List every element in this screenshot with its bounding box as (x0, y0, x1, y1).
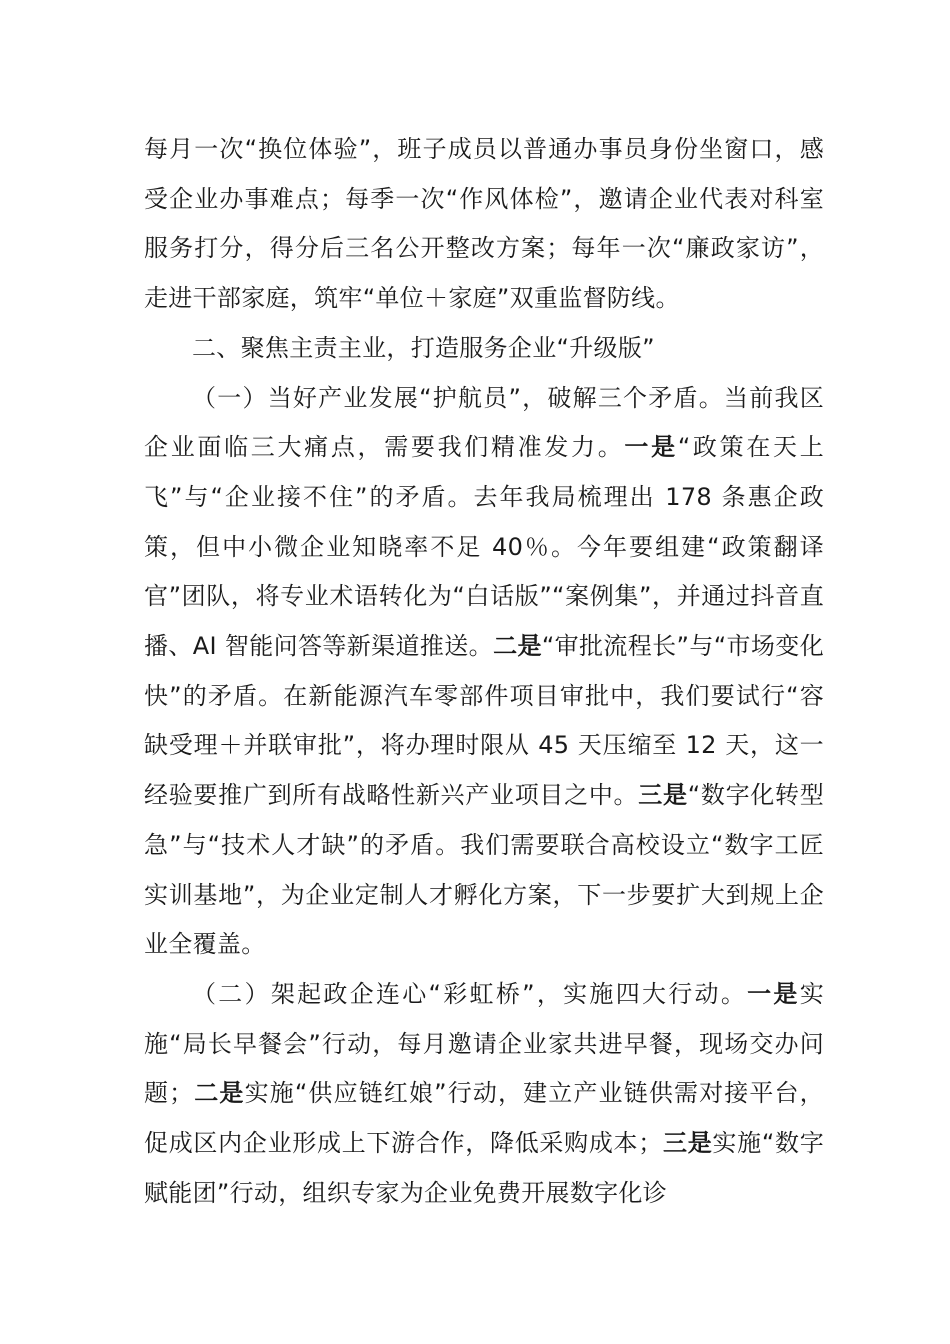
paragraph-integrity-measures (144, 125, 824, 324)
text-segment: 每月一次“换位体验”，班子成员以普通办事员身份坐窗口，感受企业办事难点；每季一次“作风体检”，邀请企业代表对科室服务打分，得分后三名公开整改方案；每年一次“廉政家访”，走进干部家庭，筑牢“单位＋家庭”双重监督防线。 (144, 135, 824, 313)
section-heading-two (144, 324, 824, 374)
paragraph-industry-escort (144, 374, 824, 970)
heading-text: 二、聚焦主责主业，打造服务企业“升级版” (192, 333, 655, 362)
text-segment: 实施“供应链红娘”行动，建立产业链供需对接平台，促成区内企业形成上下游合作，降低采购成本； (144, 1079, 824, 1158)
bold-marker-first: 一是 (624, 433, 678, 462)
text-segment: （二）架起政企连心“彩虹桥”，实施四大行动。 (192, 979, 748, 1008)
text-segment: 实施“数字赋能团”行动，组织专家为企业免费开展数字化诊 (144, 1129, 824, 1207)
text-segment: 实施“局长早餐会”行动，每月邀请企业家共进早餐，现场交办问题； (144, 979, 824, 1108)
bold-marker-first: 一是 (747, 979, 800, 1008)
text-segment: （一）当好产业发展“护航员”，破解三个矛盾。当前我区企业面临三大痛点，需要我们精准发力。 (144, 383, 824, 462)
text-segment: “审批流程长”与“市场变化快”的矛盾。在新能源汽车零部件项目审批中，我们要试行“容缺受理＋并联审批”，将办理时限从 45 天压缩至 12 天，这一经验要推广到所有战略性新兴产业项目之中。 (144, 632, 824, 810)
bold-marker-second: 二是 (193, 1079, 245, 1108)
text-segment: “数字化转型急”与“技术人才缺”的矛盾。我们需要联合高校设立“数字工匠实训基地”，为企业定制人才孵化方案，下一步要扩大到规上企业全覆盖。 (144, 781, 825, 959)
paragraph-rainbow-bridge (144, 970, 824, 1219)
bold-marker-third: 三是 (638, 781, 688, 810)
bold-marker-second: 二是 (493, 632, 542, 661)
text-segment: “政策在天上飞”与“企业接不住”的矛盾。去年我局梳理出 178 条惠企政策，但中小微企业知晓率不足 40％。今年要组建“政策翻译官”团队，将专业术语转化为“白话版”“案例集”，并通过抖音直播、AI 智能问答等新渠道推送。 (144, 433, 824, 661)
bold-marker-third: 三是 (662, 1129, 713, 1158)
document-body (144, 125, 824, 1218)
